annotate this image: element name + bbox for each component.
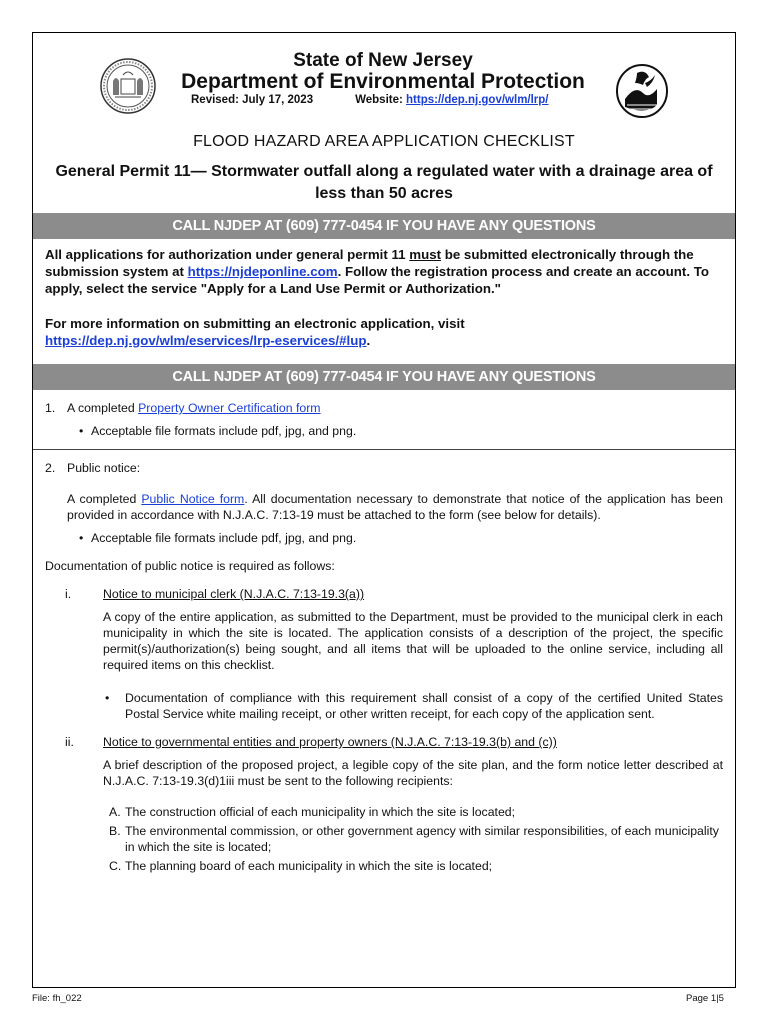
intro-text: All applications for authorization under general permit 11 <box>45 247 410 262</box>
subsection-i-heading <box>45 586 723 602</box>
njdep-logo-icon <box>615 61 669 119</box>
doc-required-text: Documentation of public notice is required as follows: <box>45 559 335 573</box>
property-owner-certification-link[interactable]: Property Owner Certification form <box>138 401 321 415</box>
checklist-item-1 <box>33 400 735 439</box>
eservices-link[interactable]: https://dep.nj.gov/wlm/eservices/lrp-eservices/#lup <box>45 333 367 348</box>
njdeponline-link[interactable]: https://njdeponline.com <box>187 264 338 279</box>
compliance-bullet: • Documentation of compliance with this requirement shall consist of a copy of the certified United States Postal Service white mailing receipt, or other written receipt, for each copy of the application sent. <box>45 690 723 722</box>
recipient-text: The construction official of each municipality in which the site is located; <box>125 805 516 819</box>
municipal-clerk-paragraph: A copy of the entire application, as submitted to the Department, must be provided to the municipal clerk in each municipality in which the site is located. The application consists of a description of the project, the specific permit(s)/authorization(s) being sought, and all items that will be uploaded to the online service, including all required items on this checklist. <box>103 610 723 672</box>
governmental-notice-paragraph: A brief description of the proposed project, a legible copy of the site plan, and the form notice letter described at N.J.A.C. 7:13-19.3(d)1iii must be sent to the following recipients: <box>103 758 723 788</box>
item-2-line <box>45 460 723 476</box>
call-banner: CALL NJDEP AT (609) 777-0454 IF YOU HAVE ANY QUESTIONS <box>33 213 735 239</box>
state-name: State of New Jersey <box>293 50 473 71</box>
recipient-item <box>45 858 723 874</box>
public-notice-paragraph <box>45 491 723 523</box>
item-text: A completed <box>67 401 139 415</box>
item-1-line <box>45 400 723 416</box>
file-format-bullet: • Acceptable file formats include pdf, jpg, and png. <box>45 530 723 546</box>
subsection-title: Notice to municipal clerk (N.J.A.C. 7:13-19.3(a)) <box>103 587 365 601</box>
submission-instructions <box>33 246 735 297</box>
subsection-title: Notice to governmental entities and property owners (N.J.A.C. 7:13-19.3(b) and (c)) <box>103 735 557 749</box>
file-format-bullet: • Acceptable file formats include pdf, jpg, and png. <box>45 423 723 439</box>
intro-text: . Follow the registration process and create an account. To apply, select the service "Apply for a Land Use Permit or Authorization." <box>45 264 709 296</box>
section-divider <box>33 449 735 450</box>
nj-state-seal-icon <box>99 57 157 115</box>
para-text: . All documentation necessary to demonstrate that notice of the application has been provided in accordance with N.J.A.C. 7:13-19 must be attached to the form (see below for details). <box>67 492 723 522</box>
permit-title: General Permit 11— Stormwater outfall along a regulated water with a drainage area of less than 50 acres <box>55 163 713 202</box>
recipient-item <box>45 823 723 855</box>
document-header <box>33 33 735 125</box>
footer-page-number: Page 1|5 <box>686 993 724 1004</box>
website-label: Website: <box>355 94 403 106</box>
item-number: 2. <box>45 461 56 475</box>
subsection-ii-heading <box>45 734 723 750</box>
recipient-text: The environmental commission, or other government agency with similar responsibilities, of each municipality in which the site is located; <box>125 824 719 854</box>
recipient-item <box>45 804 723 820</box>
header-meta <box>173 94 593 106</box>
revised-date: Revised: July 17, 2023 <box>191 94 314 106</box>
more-info-end: . <box>366 333 371 348</box>
recipient-letter: C. <box>109 859 122 873</box>
more-info-paragraph <box>33 315 735 349</box>
roman-numeral: ii. <box>65 735 74 749</box>
recipient-letter: B. <box>109 824 121 838</box>
must-emphasis: must <box>409 247 442 262</box>
recipient-letter: A. <box>109 805 121 819</box>
item-label: Public notice: <box>67 461 141 475</box>
public-notice-form-link[interactable]: Public Notice form <box>141 492 245 506</box>
para-text: A completed <box>67 492 142 506</box>
document-frame <box>32 32 736 988</box>
call-banner: CALL NJDEP AT (609) 777-0454 IF YOU HAVE ANY QUESTIONS <box>33 364 735 390</box>
more-info-text: For more information on submitting an electronic application, visit <box>45 316 465 331</box>
checklist-item-2 <box>33 460 735 874</box>
recipient-list <box>45 804 723 874</box>
roman-numeral: i. <box>65 587 72 601</box>
header-text <box>173 50 593 106</box>
recipient-text: The planning board of each municipality in which the site is located; <box>125 859 493 873</box>
department-name: Department of Environmental Protection <box>181 70 585 93</box>
website-link[interactable]: https://dep.nj.gov/wlm/lrp/ <box>406 94 549 106</box>
footer-file-id: File: fh_022 <box>32 993 82 1004</box>
checklist-title: FLOOD HAZARD AREA APPLICATION CHECKLIST <box>193 133 575 150</box>
intro-text: be submitted electronically through the submission system at <box>45 247 694 279</box>
item-number: 1. <box>45 401 56 415</box>
